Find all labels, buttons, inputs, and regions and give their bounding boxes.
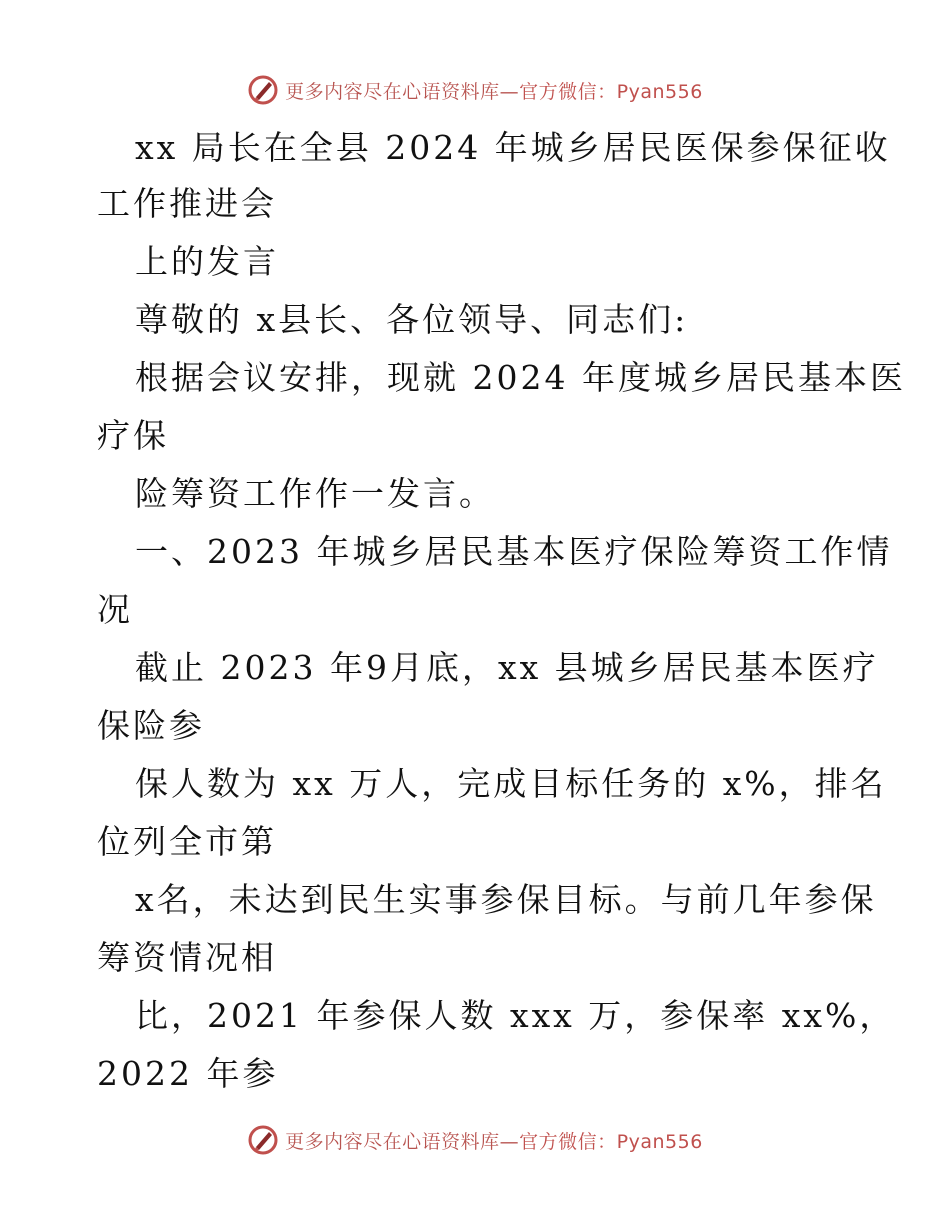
paragraph-line: 2022 年参 xyxy=(97,1054,279,1093)
footer-watermark xyxy=(0,1120,950,1160)
pen-logo-icon xyxy=(247,1124,279,1156)
watermark-text: 更多内容尽在心语资料库—官方微信：Pyan556 xyxy=(285,80,703,103)
title-line-1: xx 局长在全县 2024 年城乡居民医保参保征收 xyxy=(135,128,891,167)
watermark-group xyxy=(247,1124,703,1156)
header-watermark xyxy=(0,70,950,110)
paragraph-line: 根据会议安排，现就 2024 年度城乡居民基本医 xyxy=(135,358,906,397)
paragraph-line: 筹资情况相 xyxy=(97,938,277,977)
paragraph-line: 险筹资工作作一发言。 xyxy=(135,474,495,513)
paragraph-line: x名，未达到民生实事参保目标。与前几年参保 xyxy=(135,880,877,919)
section-heading-cont: 况 xyxy=(97,590,133,629)
paragraph-line: 比，2021 年参保人数 xxx 万，参保率 xx%， xyxy=(135,996,896,1035)
pen-logo-icon xyxy=(247,74,279,106)
paragraph-line: 疗保 xyxy=(97,416,169,455)
paragraph-line: 截止 2023 年9月底，xx 县城乡居民基本医疗 xyxy=(135,648,879,687)
section-heading: 一、2023 年城乡居民基本医疗保险筹资工作情 xyxy=(135,532,893,571)
title-line-3: 上的发言 xyxy=(135,242,279,281)
paragraph-line: 保险参 xyxy=(97,706,205,745)
paragraph-line: 位列全市第 xyxy=(97,822,277,861)
salutation: 尊敬的 x县长、各位领导、同志们: xyxy=(135,300,689,339)
watermark-text: 更多内容尽在心语资料库—官方微信：Pyan556 xyxy=(285,1130,703,1153)
paragraph-line: 保人数为 xx 万人，完成目标任务的 x%，排名 xyxy=(135,764,887,803)
watermark-group xyxy=(247,74,703,106)
title-line-2: 工作推进会 xyxy=(97,184,277,223)
